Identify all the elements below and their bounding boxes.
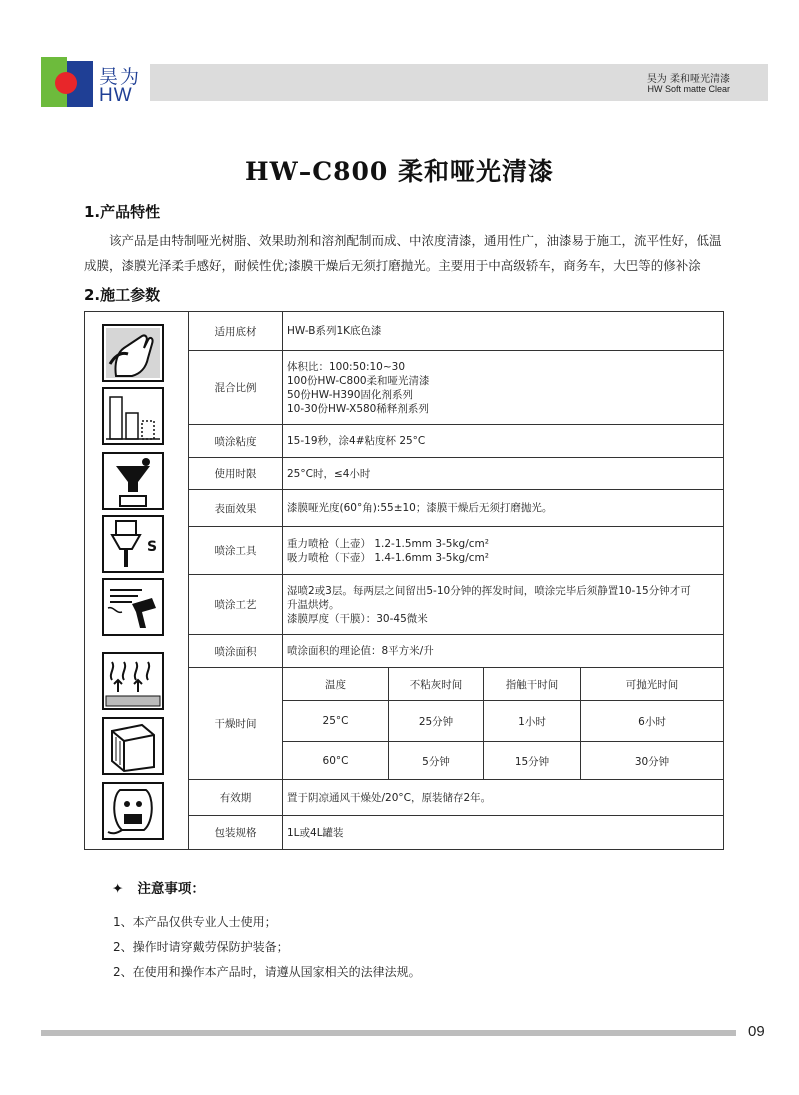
logo-red-dot	[55, 72, 77, 94]
drying-header: 可抛光时间	[581, 668, 723, 701]
footer-bar	[41, 1030, 736, 1036]
row-value	[287, 575, 719, 634]
drying-cell: 30分钟	[634, 755, 670, 768]
value-line: HW-B系列1K底色漆	[287, 325, 382, 337]
value-line: 25°C时，≤4小时	[287, 467, 371, 480]
svg-text:S: S	[147, 539, 158, 555]
header-product-cn: 昊为 柔和哑光清漆	[646, 74, 730, 85]
brand-name-cn: 昊为	[99, 66, 142, 88]
row-viscosity	[189, 425, 723, 458]
value-line: 升温烘烤。	[287, 598, 340, 611]
value-line: 湿喷2或3层。每两层之间留出5-10分钟的挥发时间，喷涂完毕后须静置10-15分钟才可	[287, 584, 691, 597]
value-line: 10-30份HW-X580稀释剂系列	[287, 402, 429, 415]
row-label: 有效期	[189, 780, 283, 815]
drying-cell: 15分钟	[484, 742, 581, 780]
notes-heading	[112, 877, 205, 897]
row-surface-effect	[189, 490, 723, 527]
spray-application-icon	[102, 578, 164, 636]
row-label: 喷涂工艺	[189, 575, 283, 634]
row-value	[287, 351, 719, 424]
brand-name-en: HW	[99, 85, 133, 106]
row-value	[287, 425, 719, 457]
row-value	[287, 458, 719, 489]
book-coverage-icon	[102, 717, 164, 775]
row-pot-life	[189, 458, 723, 490]
drying-cell: 25°C	[283, 701, 389, 742]
value-line: 15-19秒，涂4#粘度杯 25°C	[287, 435, 426, 447]
drying-cell: 25分钟	[389, 701, 484, 742]
row-value	[287, 780, 719, 815]
value-line: 喷涂面积的理论值：8平方米/升	[287, 645, 434, 657]
note-item: 2、操作时请穿戴劳保防护装备；	[113, 940, 289, 954]
row-label: 适用底材	[189, 312, 283, 350]
row-label: 干燥时间	[189, 668, 283, 779]
row-substrate	[189, 312, 723, 351]
drying-header: 温度	[283, 668, 389, 701]
row-value	[287, 635, 719, 667]
note-item: 1、本产品仅供专业人士使用；	[113, 915, 277, 929]
drying-cell: 60°C	[283, 742, 389, 780]
row-coverage	[189, 635, 723, 668]
ratio-bars-icon	[102, 387, 164, 445]
features-paragraph: 该产品是由特制哑光树脂、效果助剂和溶剂配制而成、中浓度清漆，通用性广，油漆易于施工，流平性好，低温成膜，漆膜光泽柔手感好，耐候性优;漆膜干燥后无须打磨抛光。主要用于中高级轿车，商务车，大巴等的修补涂	[84, 233, 722, 273]
row-label: 使用时限	[189, 458, 283, 489]
glove-icon	[102, 324, 164, 382]
note-item: 2、在使用和操作本产品时，请遵从国家相关的法律法规。	[113, 965, 421, 979]
row-label: 表面效果	[189, 490, 283, 526]
notes-heading-text: 注意事项：	[137, 881, 205, 897]
heat-drying-icon	[102, 652, 164, 710]
header-bar	[150, 64, 768, 101]
viscosity-cup-icon	[102, 452, 164, 510]
row-label: 喷涂粘度	[189, 425, 283, 457]
notes-bullet-icon: ✦	[112, 881, 124, 897]
drying-grid	[283, 668, 723, 779]
value-line: 100份HW-C800柔和哑光清漆	[287, 374, 430, 387]
row-label: 包装规格	[189, 816, 283, 849]
brand-logo	[41, 57, 95, 107]
row-value	[287, 816, 719, 849]
drying-header: 不粘灰时间	[389, 668, 484, 701]
row-label: 喷涂面积	[189, 635, 283, 667]
value-line: 置于阴凉通风干燥处/20°C，原装储存2年。	[287, 791, 492, 804]
header-product-en: HW Soft matte Clear	[647, 84, 730, 94]
row-value	[287, 490, 719, 526]
drying-cell: 1小时	[484, 701, 581, 742]
spray-gun-s-icon	[102, 515, 164, 573]
value-line: 1L或4L罐装	[287, 826, 344, 839]
row-mix-ratio	[189, 351, 723, 425]
icon-column	[85, 312, 189, 849]
value-line: 重力喷枪（上壶） 1.2-1.5mm 3-5kg/cm²	[287, 537, 489, 550]
row-label: 混合比例	[189, 351, 283, 424]
section-heading-params: 2.施工参数	[84, 286, 161, 304]
page-number: 09	[748, 1023, 765, 1040]
page-title: HW–C800 柔和哑光清漆	[245, 157, 554, 186]
row-value	[287, 312, 719, 350]
section-heading-features: 1.产品特性	[84, 203, 161, 221]
row-drying-time	[189, 668, 723, 780]
spec-table	[84, 311, 724, 850]
value-line: 漆膜哑光度(60°角):55±10；漆膜干燥后无须打磨抛光。	[287, 502, 553, 514]
row-spray-tools	[189, 527, 723, 575]
row-packing	[189, 816, 723, 849]
row-label: 喷涂工具	[189, 527, 283, 574]
row-spray-process	[189, 575, 723, 635]
value-line: 体积比：100:50:10~30	[287, 360, 405, 373]
drying-header: 指触干时间	[484, 668, 581, 701]
value-line: 漆膜厚度（干膜）：30-45微米	[287, 612, 428, 625]
row-value	[287, 527, 719, 574]
value-line: 50份HW-H390固化剂系列	[287, 388, 413, 401]
respirator-mask-icon	[102, 782, 164, 840]
value-line: 吸力喷枪（下壶） 1.4-1.6mm 3-5kg/cm²	[287, 551, 489, 564]
drying-cell: 5分钟	[389, 742, 484, 780]
row-shelf-life	[189, 780, 723, 816]
drying-cell: 6小时	[581, 701, 723, 742]
